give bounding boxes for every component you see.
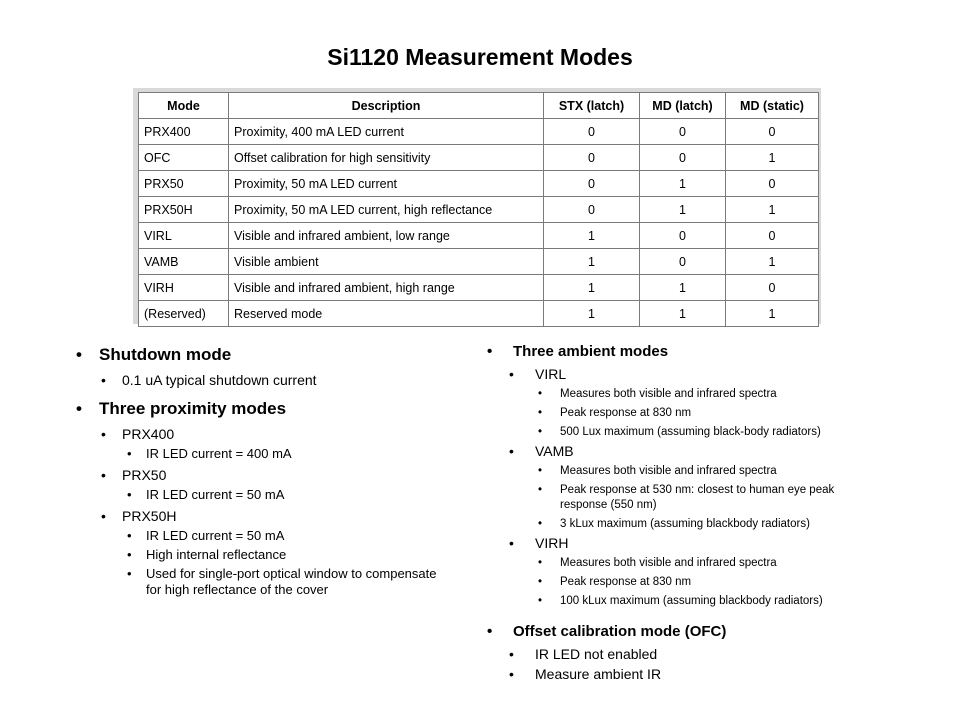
table-row	[139, 145, 819, 171]
cell-stx-latch: 1	[544, 249, 640, 275]
cell-stx-latch: 1	[544, 223, 640, 249]
table-row	[139, 249, 819, 275]
modes-table	[138, 92, 819, 327]
cell-stx-latch: 0	[544, 171, 640, 197]
cell-stx-latch: 1	[544, 301, 640, 327]
cell-md-latch: 0	[640, 249, 726, 275]
bullet-vamb-detail: • 3 kLux maximum (assuming blackbody radiators)	[487, 517, 887, 532]
bullet-vamb-detail: • Peak response at 530 nm: closest to human eye peak response (550 nm)	[487, 483, 870, 513]
cell-description: Visible and infrared ambient, low range	[229, 223, 544, 249]
bullet-prx400: • PRX400	[76, 426, 456, 443]
bullet-prx50h-detail: • IR LED current = 50 mA	[76, 528, 456, 544]
cell-mode: PRX50H	[139, 197, 229, 223]
cell-mode: OFC	[139, 145, 229, 171]
bullet-vamb-detail: • Measures both visible and infrared spectra	[487, 464, 887, 479]
bullet-prx50h-detail: • High internal reflectance	[76, 547, 456, 563]
cell-md-static: 1	[726, 197, 819, 223]
cell-mode: PRX400	[139, 119, 229, 145]
bullet-virh-detail: • Peak response at 830 nm	[487, 575, 887, 590]
cell-md-latch: 1	[640, 275, 726, 301]
table-row	[139, 223, 819, 249]
cell-description: Offset calibration for high sensitivity	[229, 145, 544, 171]
table-row	[139, 197, 819, 223]
cell-description: Proximity, 50 mA LED current, high reflectance	[229, 197, 544, 223]
bullet-ambient-modes: • Three ambient modes	[487, 341, 887, 363]
modes-table-frame	[133, 88, 821, 324]
bullet-virl-detail: • 500 Lux maximum (assuming black-body radiators)	[487, 425, 887, 440]
bullet-virl: • VIRL	[487, 366, 887, 383]
bullet-shutdown-current: • 0.1 uA typical shutdown current	[76, 372, 456, 389]
cell-md-latch: 1	[640, 171, 726, 197]
table-row	[139, 171, 819, 197]
bullet-shutdown-mode: • Shutdown mode	[76, 343, 456, 367]
cell-md-static: 0	[726, 119, 819, 145]
cell-description: Proximity, 400 mA LED current	[229, 119, 544, 145]
cell-md-static: 0	[726, 171, 819, 197]
bullet-virl-detail: • Peak response at 830 nm	[487, 406, 887, 421]
cell-md-static: 0	[726, 223, 819, 249]
cell-mode: VIRL	[139, 223, 229, 249]
header-md-latch: MD (latch)	[640, 93, 726, 119]
cell-stx-latch: 0	[544, 197, 640, 223]
cell-mode: VIRH	[139, 275, 229, 301]
cell-md-static: 1	[726, 145, 819, 171]
bullet-ofc-detail: • IR LED not enabled	[487, 646, 887, 663]
bullet-ofc-mode: • Offset calibration mode (OFC)	[487, 621, 887, 643]
table-row	[139, 275, 819, 301]
cell-mode: (Reserved)	[139, 301, 229, 327]
table-header-row	[139, 93, 819, 119]
cell-mode: PRX50	[139, 171, 229, 197]
bullet-proximity-modes: • Three proximity modes	[76, 397, 456, 421]
bullet-vamb: • VAMB	[487, 443, 887, 460]
cell-md-static: 1	[726, 249, 819, 275]
bullet-virh: • VIRH	[487, 535, 887, 552]
bullet-virh-detail: • Measures both visible and infrared spectra	[487, 556, 887, 571]
left-bullet-list	[76, 343, 456, 598]
bullet-prx50: • PRX50	[76, 467, 456, 484]
slide-title: Si1120 Measurement Modes	[327, 44, 633, 70]
cell-md-static: 0	[726, 275, 819, 301]
cell-stx-latch: 1	[544, 275, 640, 301]
cell-description: Visible ambient	[229, 249, 544, 275]
header-mode: Mode	[139, 93, 229, 119]
bullet-ofc-detail: • Measure ambient IR	[487, 666, 887, 683]
right-bullet-list	[487, 341, 887, 683]
cell-md-static: 1	[726, 301, 819, 327]
cell-description: Proximity, 50 mA LED current	[229, 171, 544, 197]
bullet-virl-detail: • Measures both visible and infrared spectra	[487, 387, 887, 402]
cell-stx-latch: 0	[544, 119, 640, 145]
bullet-prx50-detail: • IR LED current = 50 mA	[76, 487, 456, 503]
header-stx-latch: STX (latch)	[544, 93, 640, 119]
cell-mode: VAMB	[139, 249, 229, 275]
cell-stx-latch: 0	[544, 145, 640, 171]
header-md-static: MD (static)	[726, 93, 819, 119]
bullet-prx50h-detail: • Used for single-port optical window to compensate for high reflectance of the cover	[76, 566, 446, 598]
table-row	[139, 301, 819, 327]
cell-description: Visible and infrared ambient, high range	[229, 275, 544, 301]
cell-md-latch: 1	[640, 197, 726, 223]
cell-md-latch: 1	[640, 301, 726, 327]
bullet-prx400-detail: • IR LED current = 400 mA	[76, 446, 456, 462]
cell-md-latch: 0	[640, 145, 726, 171]
cell-md-latch: 0	[640, 119, 726, 145]
table-row	[139, 119, 819, 145]
header-description: Description	[229, 93, 544, 119]
cell-description: Reserved mode	[229, 301, 544, 327]
bullet-virh-detail: • 100 kLux maximum (assuming blackbody radiators)	[487, 594, 887, 609]
table-body	[139, 119, 819, 327]
bullet-prx50h: • PRX50H	[76, 508, 456, 525]
cell-md-latch: 0	[640, 223, 726, 249]
